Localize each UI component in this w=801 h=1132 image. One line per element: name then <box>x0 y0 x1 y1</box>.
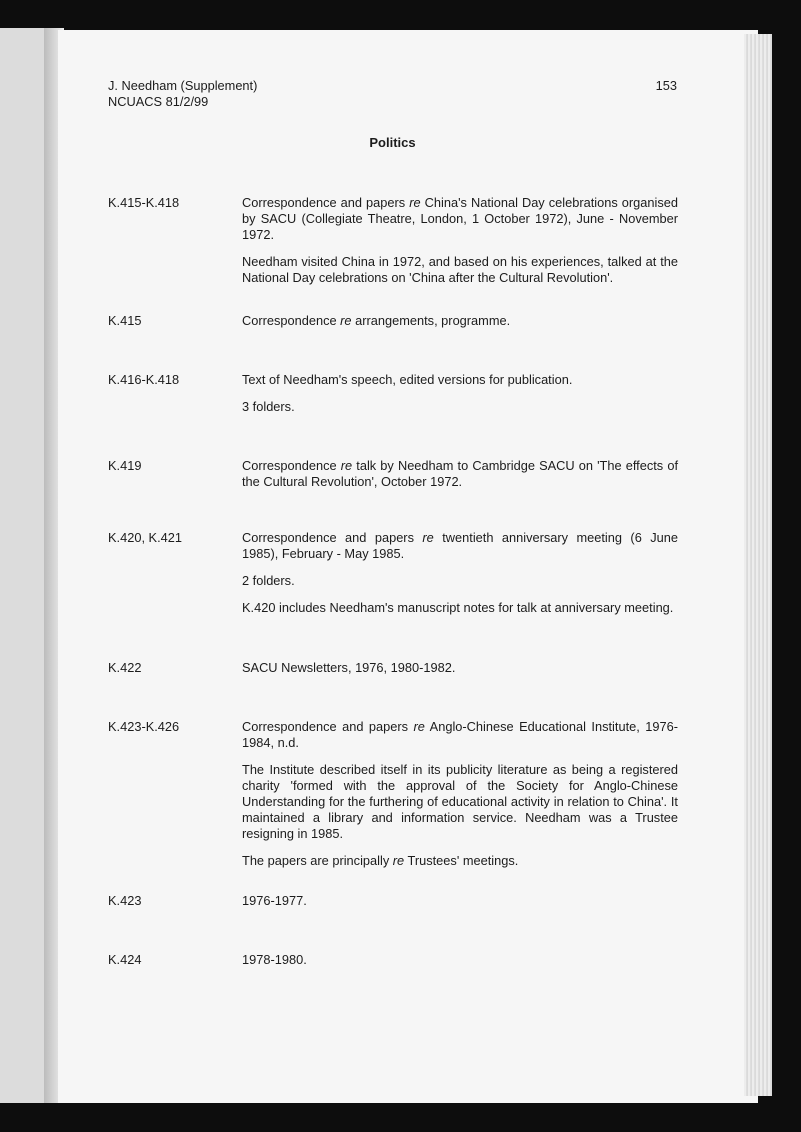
entry-paragraph: Correspondence and papers re Anglo-Chinese Educational Institute, 1976-1984, n.d. <box>242 719 679 750</box>
entry-description <box>242 195 678 297</box>
entry-paragraph: 2 folders. <box>242 573 295 588</box>
facing-page-edge <box>0 28 50 1103</box>
entry-paragraph: Correspondence re arrangements, programme. <box>242 313 511 328</box>
section-title: Politics <box>369 135 416 150</box>
entry-paragraph: 3 folders. <box>242 399 295 414</box>
entry-description <box>242 719 678 880</box>
entry-paragraph: 1978-1980. <box>242 952 307 967</box>
entry-ref: K.419 <box>108 458 142 473</box>
header-collection: J. Needham (Supplement) <box>108 78 258 93</box>
entry-description <box>242 372 678 426</box>
entry-paragraph: Correspondence re talk by Needham to Cambridge SACU on 'The effects of the Cultural Revolution', October 1972. <box>242 458 679 489</box>
entry-paragraph: The papers are principally re Trustees' meetings. <box>242 853 519 868</box>
header-catalogue-id: NCUACS 81/2/99 <box>108 94 209 109</box>
entry-description <box>242 313 678 340</box>
entry-ref: K.415-K.418 <box>108 195 180 210</box>
entry-paragraph: SACU Newsletters, 1976, 1980-1982. <box>242 660 456 675</box>
entry-paragraph: Correspondence and papers re twentieth anniversary meeting (6 June 1985), February - May 1985. <box>242 530 678 561</box>
entry-ref: K.420, K.421 <box>108 530 182 545</box>
entry-description <box>242 660 678 687</box>
entry-description <box>242 893 678 920</box>
page-stack-edges <box>744 34 772 1096</box>
header-left <box>108 78 257 110</box>
page-number: 153 <box>655 78 677 93</box>
entry-ref: K.415 <box>108 313 142 328</box>
entry-ref: K.423 <box>108 893 142 908</box>
entry-paragraph: Correspondence and papers re China's National Day celebrations organised by SACU (Collegiate Theatre, London, 1 October 1972), June - November 1972. <box>242 195 678 242</box>
entry-description <box>242 530 678 627</box>
entry-ref: K.424 <box>108 952 142 967</box>
entry-ref: K.422 <box>108 660 142 675</box>
entry-ref: K.416-K.418 <box>108 372 180 387</box>
entry-paragraph: 1976-1977. <box>242 893 307 908</box>
entry-paragraph: Needham visited China in 1972, and based on his experiences, talked at the National Day celebrations on 'China after the Cultural Revolution'. <box>242 254 678 285</box>
entry-description <box>242 952 678 979</box>
entry-description <box>242 458 678 501</box>
entry-ref: K.423-K.426 <box>108 719 180 734</box>
entry-paragraph: The Institute described itself in its publicity literature as being a registered charity 'formed with the approval of the Society for Anglo-Chinese Understanding for the furthering of educational activity in relation to China'. It maintained a library and information service. Needham was a Trustee resigning in 1985. <box>242 762 678 841</box>
entry-paragraph: K.420 includes Needham's manuscript notes for talk at anniversary meeting. <box>242 600 674 615</box>
entry-paragraph: Text of Needham's speech, edited versions for publication. <box>242 372 573 387</box>
